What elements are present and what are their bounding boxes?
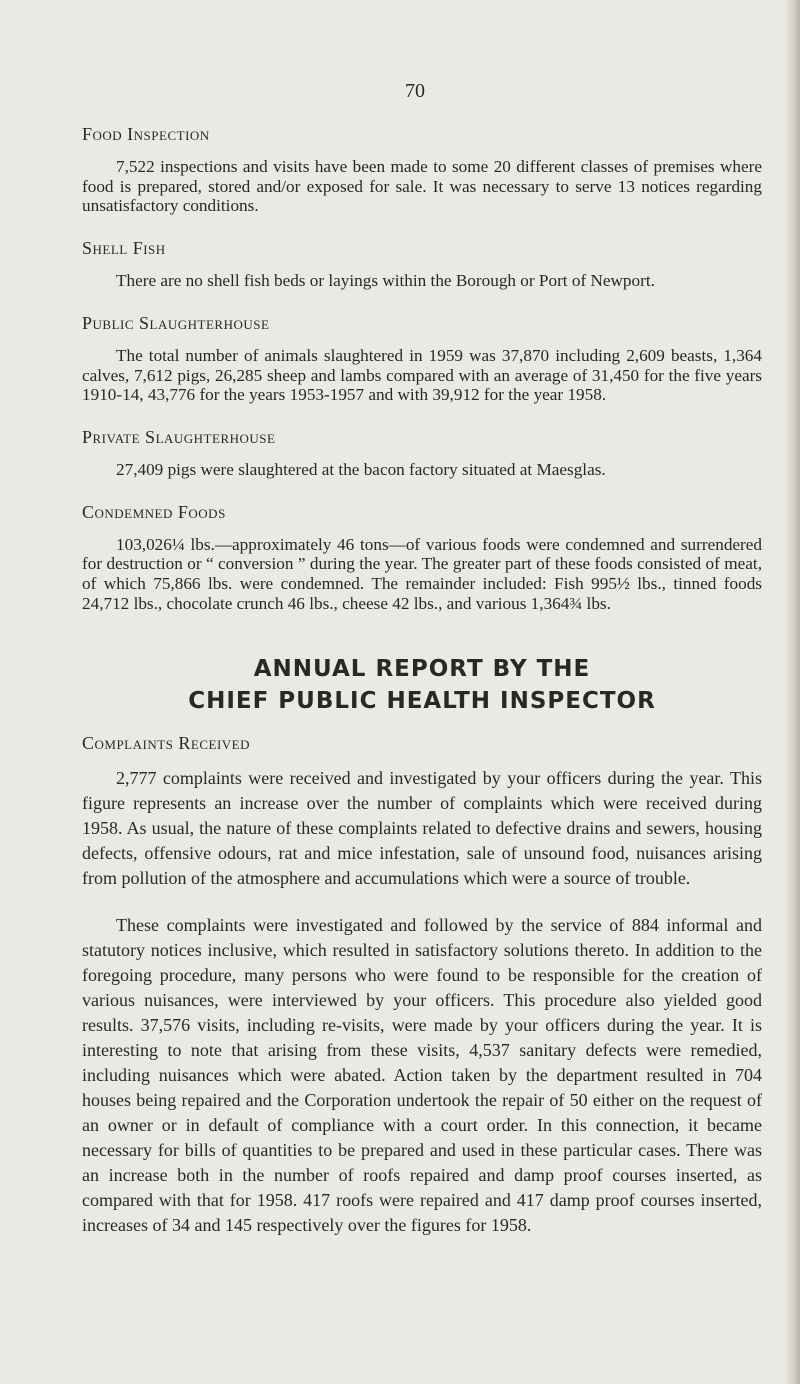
section-text: 7,522 inspections and visits have been made to some 20 different classes of premises where food is prepared, stored and/or exposed for sale. It was necessary to serve 13 notices regarding unsatisfactory conditions.	[82, 157, 762, 216]
section-food-inspection	[82, 124, 762, 216]
page-edge-shadow	[784, 0, 800, 1384]
complaints-paragraph-2: These complaints were investigated and followed by the service of 884 informal and statutory notices inclusive, which resulted in satisfactory solutions thereto. In addition to the foregoing procedure, many persons who were found to be responsible for the creation of various nuisances, were interviewed by your officers. This procedure also yielded good results. 37,576 visits, including re-visits, were made by your officers during the year. It is interesting to note that arising from these visits, 4,537 sanitary defects were remedied, including nuisances which were abated. Action taken by the department resulted in 704 houses being repaired and the Corporation undertook the repair of 50 either on the request of an owner or in default of compliance with a court order. In this connection, it became necessary for bills of quantities to be prepared and used in these particular cases. There was an increase both in the number of roofs repaired and damp proof courses inserted, as compared with that for 1958. 417 roofs were repaired and 417 damp proof courses inserted, increases of 34 and 145 respectively over the figures for 1958.	[82, 915, 762, 1236]
section-heading: Shell Fish	[82, 238, 166, 259]
section-text: The total number of animals slaughtered in 1959 was 37,870 including 2,609 beasts, 1,364 calves, 7,612 pigs, 26,285 sheep and lambs compared with an average of 31,450 for the five years 1910-14, 43,776 for the years 1953-1957 and with 39,912 for the year 1958.	[82, 345, 762, 405]
section-heading: Complaints Received	[82, 733, 251, 754]
page-number: 70	[405, 80, 425, 102]
section-private-slaughterhouse	[82, 427, 762, 480]
report-title-line-2: CHIEF PUBLIC HEALTH INSPECTOR	[188, 688, 656, 715]
section-public-slaughterhouse	[82, 313, 762, 405]
section-heading: Private Slaughterhouse	[82, 426, 276, 447]
section-text: 103,026¼ lbs.—approximately 46 tons—of various foods were condemned and surrendered for destruction or “ conversion ” during the year. The greater part of these foods consisted of meat, of which 75,866 lbs. were condemned. The remainder included: Fish 995½ lbs., tinned foods 24,712 lbs., chocolate crunch 46 lbs., cheese 42 lbs., and various 1,364¾ lbs.	[82, 534, 762, 613]
section-text: 27,409 pigs were slaughtered at the bacon factory situated at Maesglas.	[116, 459, 606, 479]
section-complaints-received	[82, 733, 762, 1238]
section-heading: Condemned Foods	[82, 501, 226, 522]
section-heading: Public Slaughterhouse	[82, 312, 270, 333]
complaints-paragraph-1: 2,777 complaints were received and investigated by your officers during the year. This figure represents an increase over the number of complaints which were received during 1958. As usual, the nature of these complaints related to defective drains and sewers, housing defects, offensive odours, rat and mice infestation, sale of unsound food, nuisances arising from pollution of the atmosphere and accumulations which were a source of trouble.	[82, 768, 762, 889]
section-condemned-foods	[82, 502, 762, 614]
report-title-line-1: ANNUAL REPORT BY THE	[253, 656, 591, 683]
page-content	[82, 124, 762, 1238]
section-text: There are no shell fish beds or layings within the Borough or Port of Newport.	[116, 271, 655, 291]
section-shell-fish	[82, 238, 762, 291]
section-heading: Food Inspection	[82, 124, 210, 144]
report-title	[82, 653, 762, 717]
